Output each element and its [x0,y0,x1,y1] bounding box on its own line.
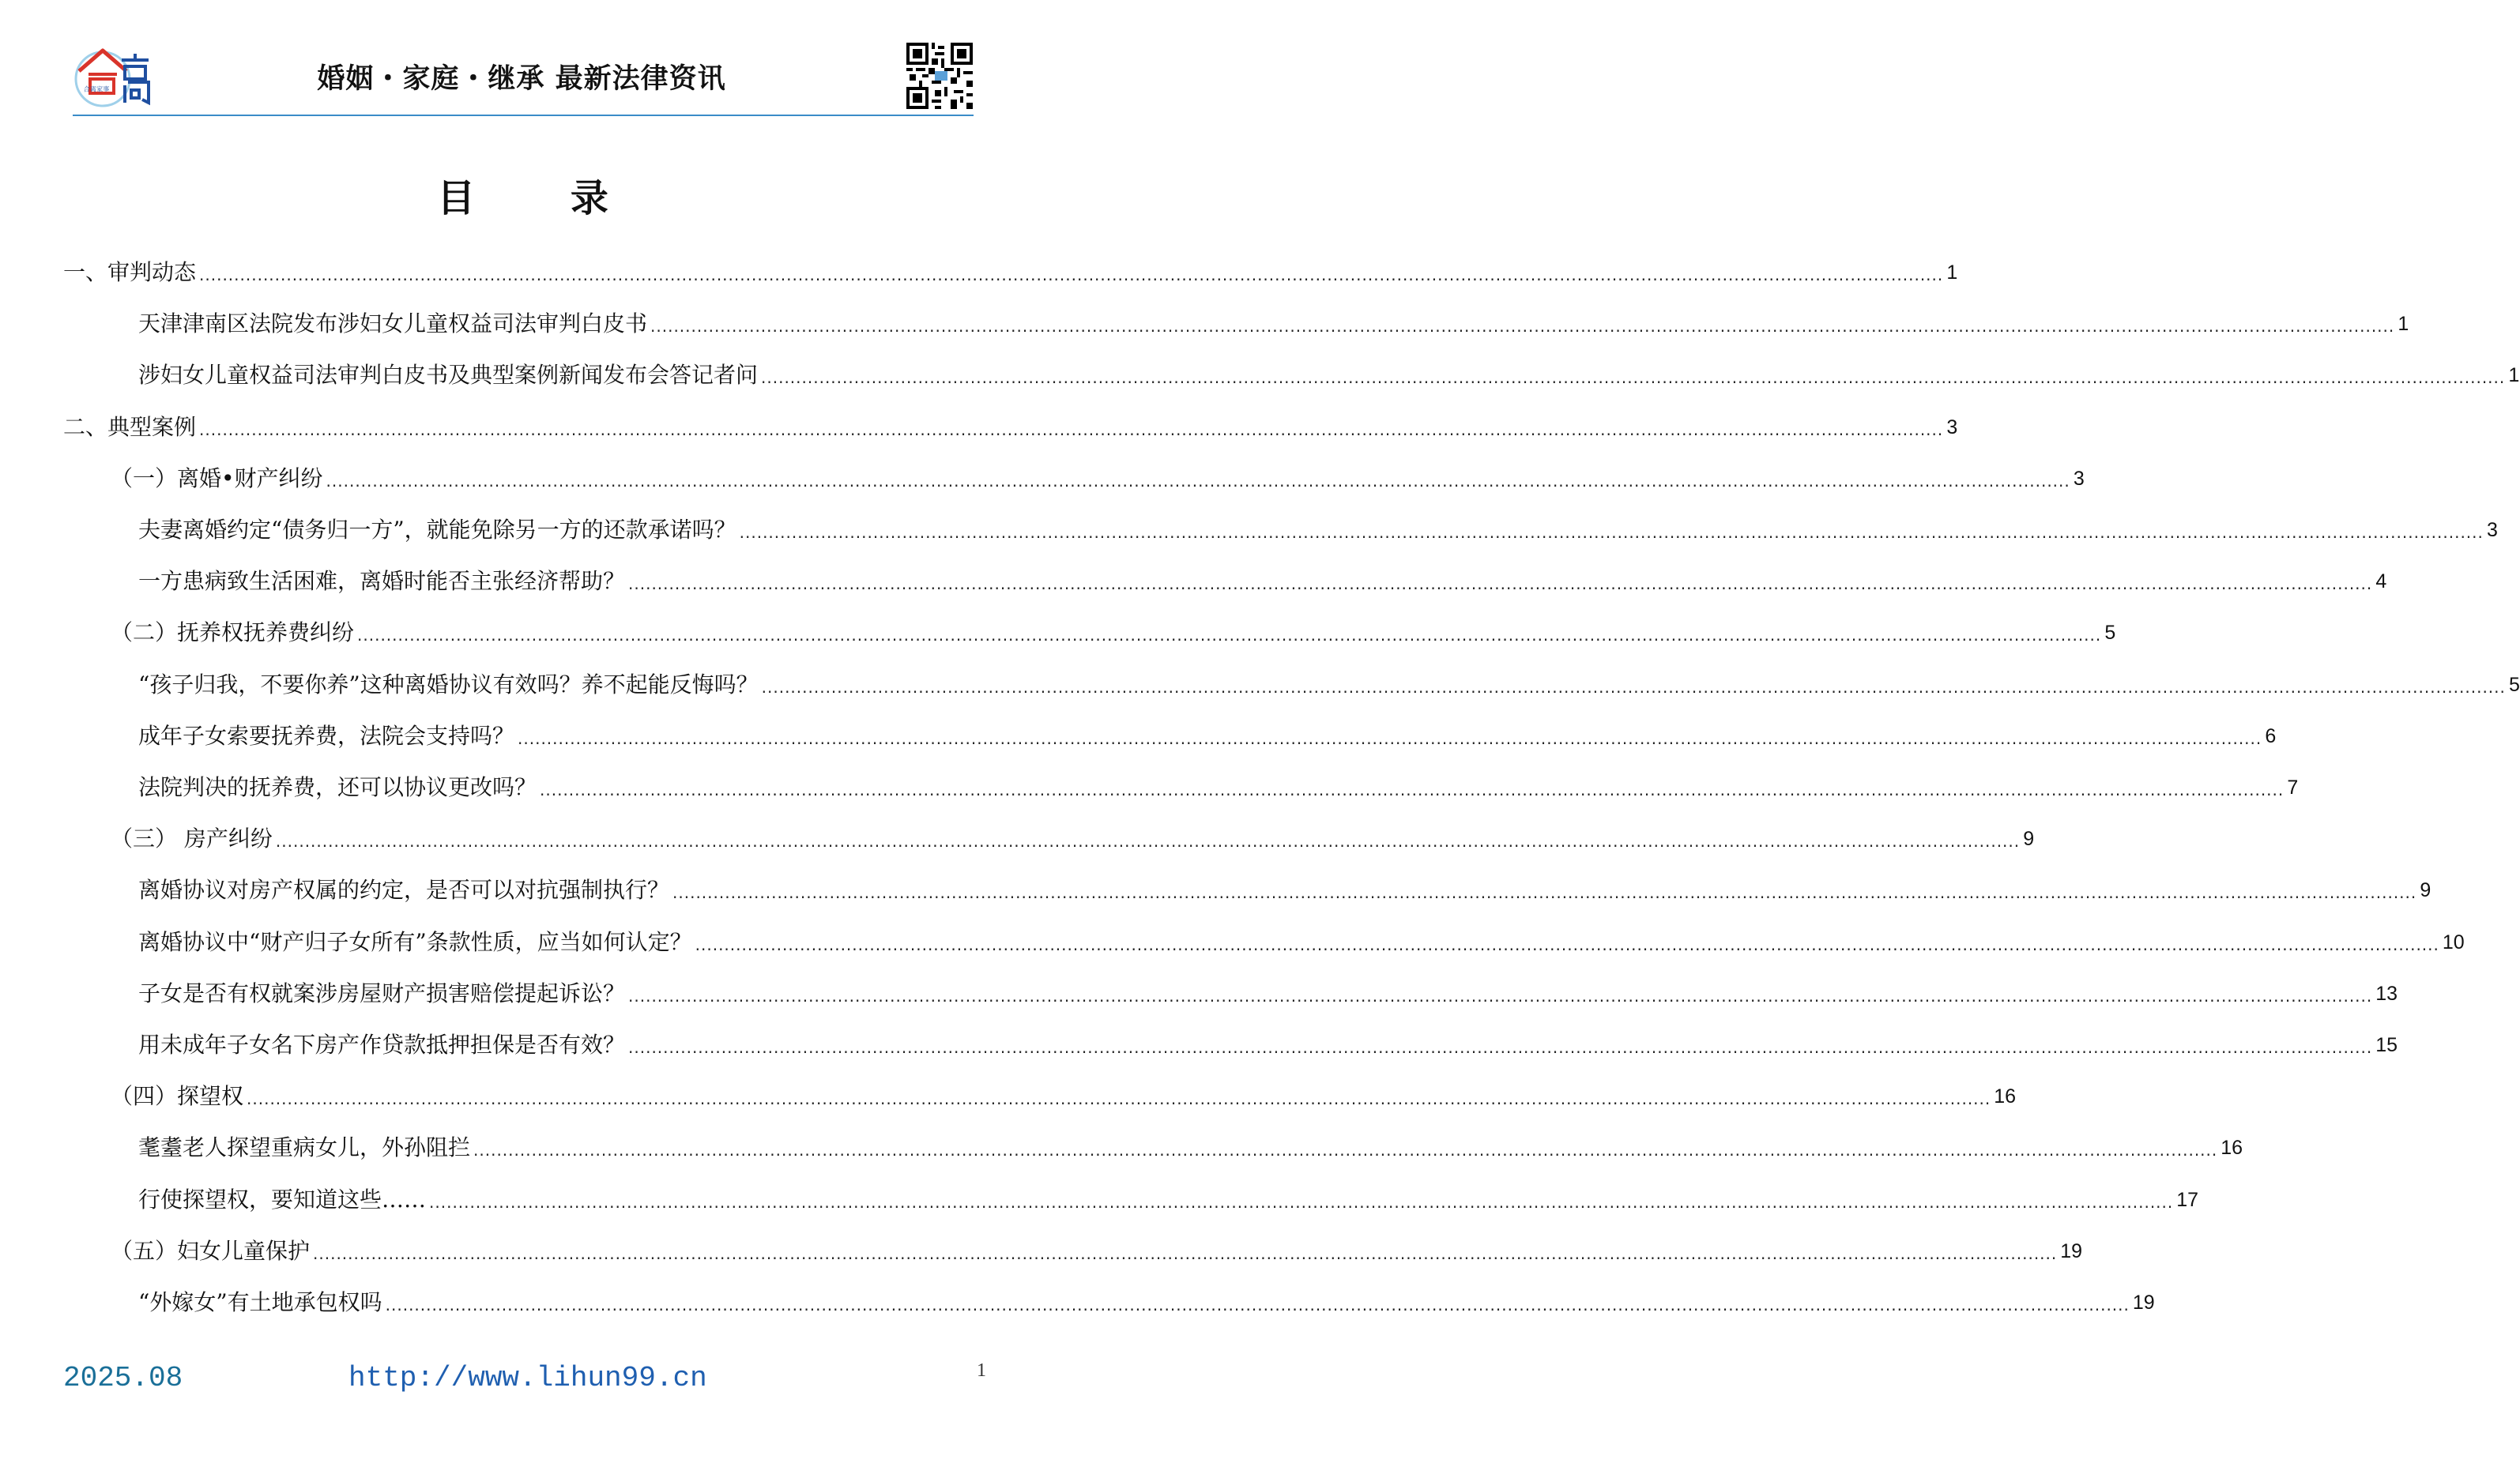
toc-entry-title: 行使探望权，要知道这些…… [138,1187,427,1213]
toc-entry[interactable] [138,874,2431,906]
toc-entry-title: 法院判决的抚养费，还可以协议更改吗？ [138,774,537,800]
toc-entry[interactable] [138,359,2520,391]
toc-entry[interactable] [111,1235,2083,1267]
toc-entry[interactable] [138,1132,2243,1164]
toc-entry-page: 9 [2023,828,2035,850]
toc-entry-title: 离婚协议中“财产归子女所有”条款性质，应当如何认定？ [138,929,692,955]
toc-leader-dots: ............................................................................................................................................................................................................................................................................................................ [473,1141,2218,1160]
toc-entry[interactable] [138,1287,2155,1318]
toc-entry-title: 天津津南区法院发布涉妇女儿童权益司法审判白皮书 [138,310,648,337]
toc-entry-page: 4 [2375,570,2387,592]
toc-leader-dots: ............................................................................................................................................................................................................................................................................................................ [518,729,2262,748]
toc-entry[interactable] [63,412,1958,443]
toc-entry-title: （一）离婚•财产纠纷 [111,465,323,491]
toc-entry-page: 16 [1994,1085,2017,1108]
toc-leader-dots: ............................................................................................................................................................................................................................................................................................................ [326,472,2070,491]
toc-leader-dots: ............................................................................................................................................................................................................................................................................................................ [628,1038,2373,1057]
heli-logo-icon [73,44,160,109]
toc-entry[interactable] [138,772,2299,803]
toc-entry-page: 17 [2176,1189,2199,1211]
toc-entry[interactable] [138,566,2387,597]
toc-leader-dots: ............................................................................................................................................................................................................................................................................................................ [650,317,2395,336]
toc-entry-title: “外嫁女”有土地承包权吗 [138,1289,382,1315]
header-title: 婚姻・家庭・继承 最新法律资讯 [317,63,726,95]
toc-entry[interactable] [138,978,2398,1010]
toc-leader-dots: ............................................................................................................................................................................................................................................................................................................ [761,678,2506,697]
toc-leader-dots: ............................................................................................................................................................................................................................................................................................................ [628,574,2373,593]
toc-leader-dots: ............................................................................................................................................................................................................................................................................................................ [695,935,2439,954]
toc-entry-page: 19 [2132,1292,2155,1314]
toc-leader-dots: ............................................................................................................................................................................................................................................................................................................ [275,832,2021,851]
toc-entry-title: 二、典型案例 [63,414,197,440]
toc-entry-title: 离婚协议对房产权属的约定，是否可以对抗强制执行？ [138,877,670,903]
toc-entry[interactable] [111,823,2035,855]
toc-entry[interactable] [111,463,2085,495]
toc-entry-page: 1 [1946,261,1958,284]
toc-entry[interactable] [138,927,2465,958]
toc-entry[interactable] [138,669,2520,701]
toc-entry[interactable] [63,257,1958,288]
footer-url-link[interactable]: http://www.lihun99.cn [348,1362,707,1394]
toc-entry-title: 夫妻离婚约定“债务归一方”，就能免除另一方的还款承诺吗？ [138,517,736,543]
toc-entry-title: 一方患病致生活困难，离婚时能否主张经济帮助？ [138,568,626,594]
toc-entry[interactable] [138,1184,2199,1216]
toc-entry-title: 涉妇女儿童权益司法审判白皮书及典型案例新闻发布会答记者问 [138,362,759,388]
toc-entry[interactable] [138,514,2498,546]
toc-entry-page: 3 [2073,468,2085,490]
toc-title: 目 录 [437,176,650,220]
toc-entry-title: （二）抚养权抚养费纠纷 [111,619,355,645]
toc-leader-dots: ............................................................................................................................................................................................................................................................................................................ [199,420,1944,439]
toc-entry-page: 7 [2287,777,2299,799]
toc-leader-dots: ............................................................................................................................................................................................................................................................................................................ [628,987,2373,1006]
toc-entry-page: 3 [1946,416,1958,438]
toc-leader-dots: ............................................................................................................................................................................................................................................................................................................ [313,1244,2058,1263]
toc-entry-title: 耄耋老人探望重病女儿，外孙阻拦 [138,1134,471,1160]
toc-entry[interactable] [138,1029,2398,1061]
toc-entry-page: 3 [2486,519,2498,541]
header-divider [73,115,974,116]
toc-entry[interactable] [111,617,2116,649]
toc-leader-dots: ............................................................................................................................................................................................................................................................................................................ [761,368,2506,387]
toc-leader-dots: ............................................................................................................................................................................................................................................................................................................ [672,883,2417,902]
toc-entry-title: “孩子归我，不要你养”这种离婚协议有效吗？养不起能反悔吗？ [138,671,759,698]
toc-entry-page: 9 [2420,879,2431,901]
toc-entry-title: 用未成年子女名下房产作贷款抵押担保是否有效？ [138,1032,626,1058]
toc-entry-page: 13 [2375,983,2398,1005]
toc-entry-page: 15 [2375,1034,2398,1056]
toc-entry[interactable] [111,1081,2017,1112]
toc-leader-dots: ............................................................................................................................................................................................................................................................................................................ [739,523,2484,542]
toc-entry-title: 子女是否有权就案涉房屋财产损害赔偿提起诉讼？ [138,980,626,1006]
toc-entry-title: （三） 房产纠纷 [111,825,273,852]
toc-entry-page: 1 [2508,364,2520,386]
toc-leader-dots: ............................................................................................................................................................................................................................................................................................................ [385,1296,2130,1314]
toc-entry-title: 一、审判动态 [63,259,197,285]
toc-leader-dots: ............................................................................................................................................................................................................................................................................................................ [199,265,1944,284]
toc-leader-dots: ............................................................................................................................................................................................................................................................................................................ [247,1089,1991,1108]
toc-leader-dots: ............................................................................................................................................................................................................................................................................................................ [357,626,2102,645]
toc-entry-page: 6 [2265,725,2277,747]
toc-leader-dots: ............................................................................................................................................................................................................................................................................................................ [540,780,2285,799]
toc-entry-title: （五）妇女儿童保护 [111,1238,311,1264]
footer-page-number: 1 [977,1360,986,1381]
toc-entry[interactable] [138,720,2277,752]
toc-entry[interactable] [138,308,2409,340]
toc-entry-title: 成年子女索要抚养费，法院会支持吗？ [138,723,515,749]
toc-entry-page: 16 [2221,1137,2243,1159]
page-header [0,0,1045,118]
toc-entry-page: 5 [2104,622,2116,644]
logo-text: 合离家事 [83,86,110,94]
toc-entry-page: 5 [2508,674,2520,696]
toc-entry-page: 10 [2442,931,2465,953]
toc-entry-page: 1 [2398,313,2409,335]
toc-entry-title: （四）探望权 [111,1083,244,1109]
qr-code-icon[interactable] [906,43,973,109]
footer-date: 2025.08 [63,1362,183,1394]
toc-leader-dots: ............................................................................................................................................................................................................................................................................................................ [429,1193,2174,1212]
toc-entry-page: 19 [2060,1240,2083,1262]
